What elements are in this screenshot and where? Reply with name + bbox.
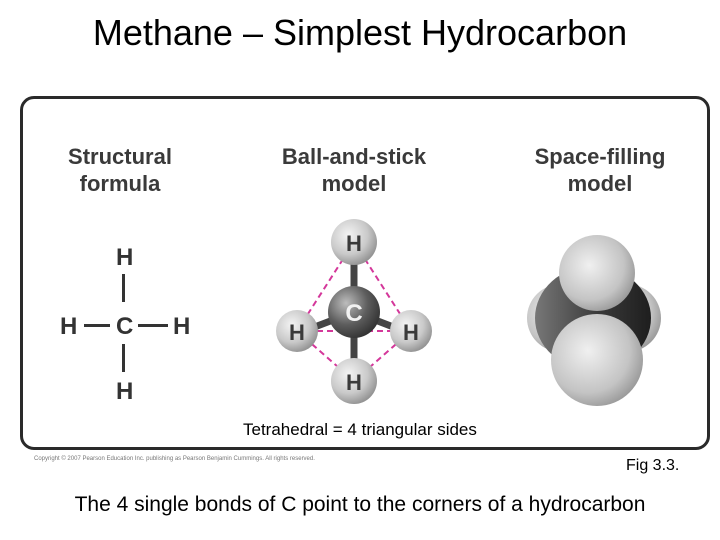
ball-label-top: H [346,231,362,256]
copyright-notice: Copyright © 2007 Pearson Education Inc. publishing as Pearson Benjamin Cummings. All rights reserved. [34,456,315,462]
formula-hydrogen-right: H [173,313,191,340]
page-title: Methane – Simplest Hydrocarbon [92,12,628,53]
space-filling-model [527,235,661,406]
heading-line-2: formula [79,171,161,196]
heading-line-1: Structural [68,144,172,169]
bottom-caption: The 4 single bonds of C point to the corners of a hydrocarbon [74,493,646,516]
ball-label-right: H [403,320,419,345]
heading-line-1: Space-filling [534,144,666,169]
heading-line-2: model [321,171,387,196]
formula-hydrogen-left: H [60,313,78,340]
heading-line-2: model [567,171,633,196]
ball-label-center: C [345,300,363,327]
tetrahedral-caption: Tetrahedral = 4 triangular sides [243,420,477,439]
formula-hydrogen-bottom: H [116,378,134,405]
formula-carbon: C [116,313,134,340]
ball-label-left: H [289,320,305,345]
ball-label-bottom: H [346,370,362,395]
heading-line-1: Ball-and-stick [281,144,427,169]
formula-hydrogen-top: H [116,244,134,271]
figure-label: Fig 3.3. [626,457,680,474]
